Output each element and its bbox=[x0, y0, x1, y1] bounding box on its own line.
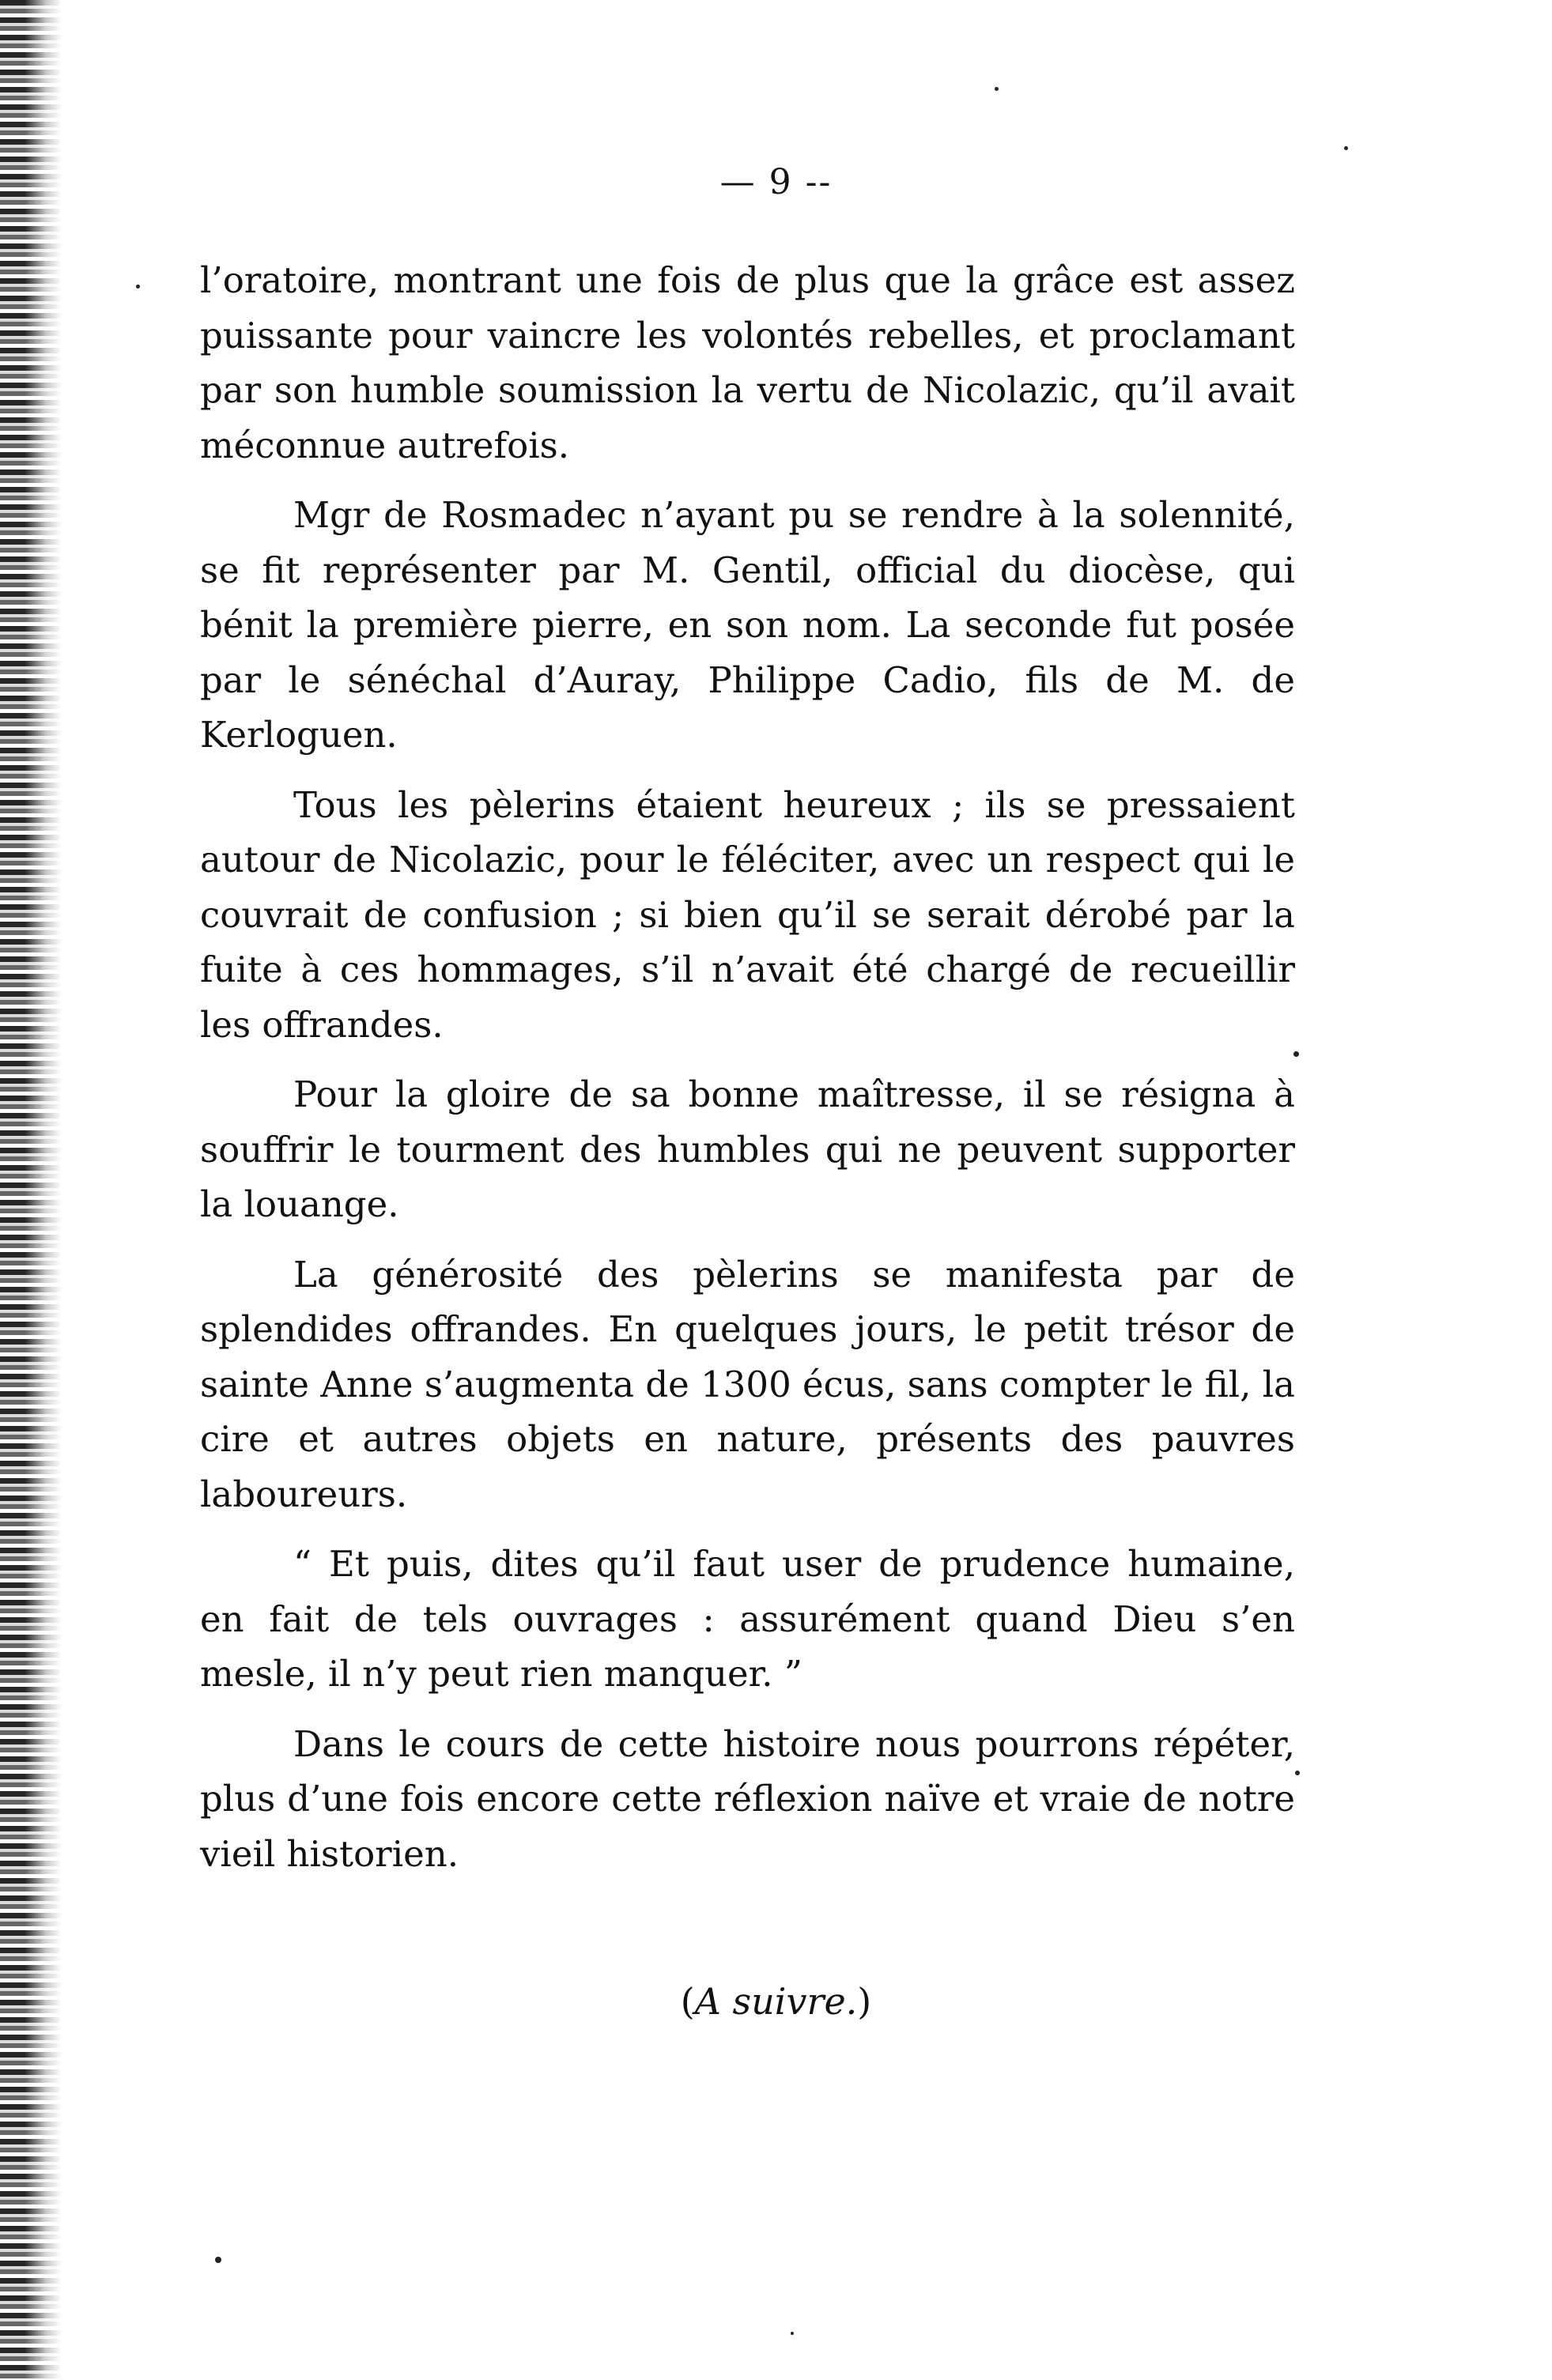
page-number: — 9 -- bbox=[719, 162, 833, 202]
scan-speck bbox=[1295, 1771, 1300, 1775]
page-binding-edge bbox=[0, 0, 62, 2380]
paragraph-continued: l’oratoire, montrant une fois de plus que la grâce est assez puissante pour vaincre les volontés rebelles, et proclamant par son humble soumission la vertu de Nicolazic, qu’il avait méconnue autrefois. bbox=[200, 259, 1295, 466]
paragraph: Mgr de Rosmadec n’ayant pu se rendre à la solennité, se fit représenter par M. Gentil, official du diocèse, qui bénit la première pierre, en son nom. La seconde fut posée par le sénéchal d’Auray, Philippe Cadio, fils de M. de Kerloguen. bbox=[200, 494, 1295, 756]
scan-speck bbox=[1344, 146, 1348, 150]
to-be-continued bbox=[0, 1980, 1552, 2023]
paragraph: Pour la gloire de sa bonne maîtresse, il se résigna à souffrir le tourment des humbles qui ne peuvent supporter la louange. bbox=[200, 1073, 1295, 1225]
paragraph: La générosité des pèlerins se manifesta par de splendides offrandes. En quelques jours, le petit trésor de sainte Anne s’augmenta de 1300 écus, sans compter le fil, la cire et autres objets en nature, présents des pauvres laboureurs. bbox=[200, 1253, 1295, 1515]
close-paren: ) bbox=[857, 1980, 872, 2023]
quotation: “ Et puis, dites qu’il faut user de prudence humaine, en fait de tels ouvrages : assurément quand Dieu s’en mesle, il n’y peut rien manquer. ” bbox=[200, 1543, 1295, 1695]
paragraph: Dans le cours de cette histoire nous pourrons répéter, plus d’une fois encore cette réflexion naïve et vraie de notre vieil historien. bbox=[200, 1722, 1295, 1875]
open-paren: ( bbox=[680, 1980, 695, 2023]
scan-speck bbox=[136, 285, 140, 289]
continued-text: A suivre. bbox=[694, 1980, 858, 2023]
body-text bbox=[200, 253, 1295, 1896]
scan-speck bbox=[1293, 1051, 1299, 1057]
scan-speck bbox=[791, 2332, 794, 2335]
scan-speck bbox=[215, 2257, 221, 2263]
scan-speck bbox=[995, 87, 999, 91]
paragraph: Tous les pèlerins étaient heureux ; ils se pressaient autour de Nicolazic, pour le féléciter, avec un respect qui le couvrait de confusion ; si bien qu’il se serait dérobé par la fuite à ces hommages, s’il n’avait été chargé de recueillir les offrandes. bbox=[200, 783, 1295, 1046]
